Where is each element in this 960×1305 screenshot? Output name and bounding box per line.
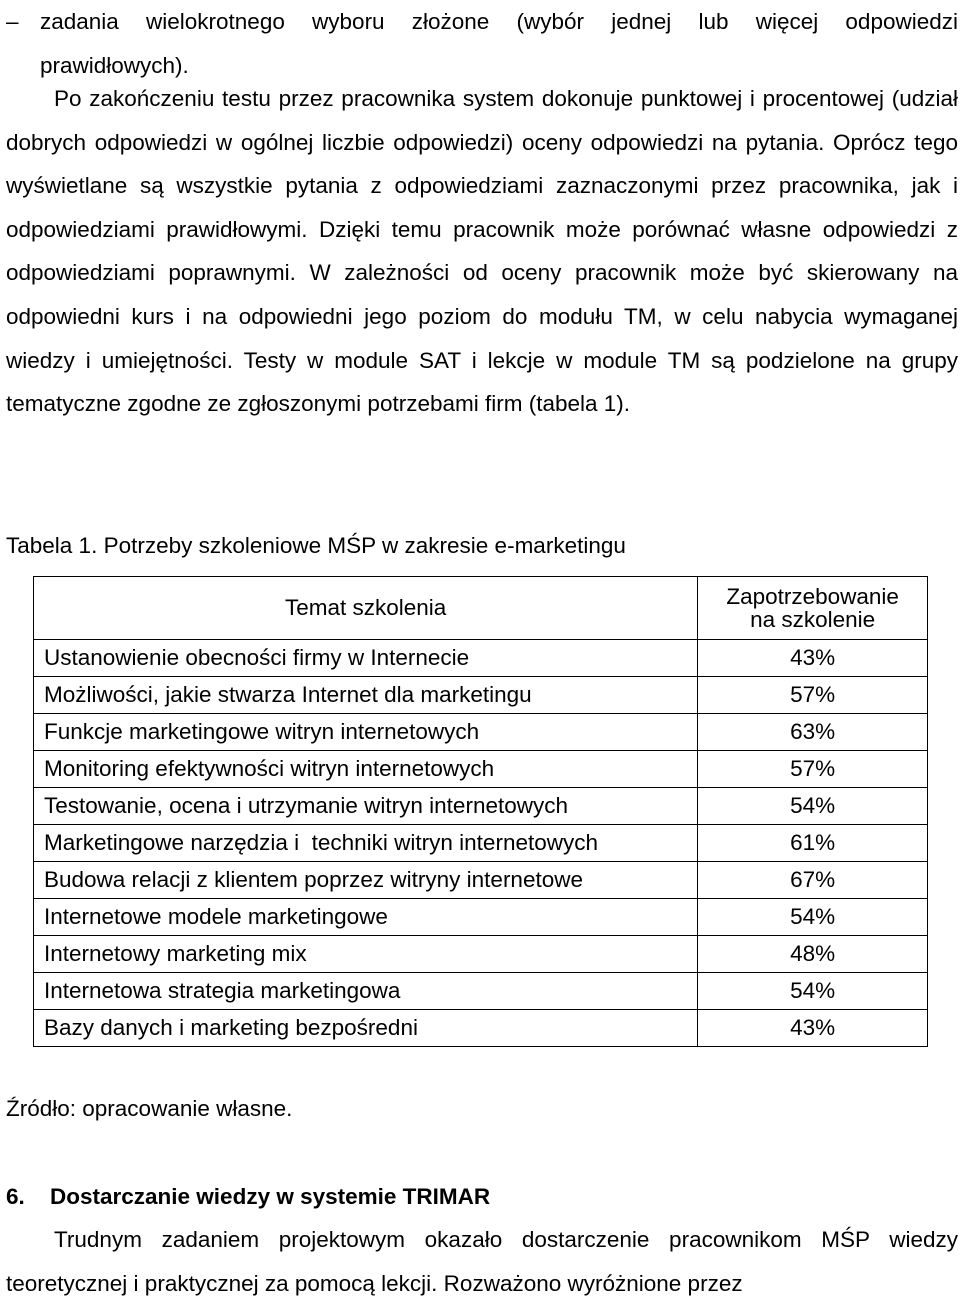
table-source-note: Źródło: opracowanie własne. (6, 1096, 293, 1121)
table-row (34, 899, 928, 936)
cell-topic: Internetowa strategia marketingowa (34, 973, 698, 1010)
cell-value: 54% (698, 899, 928, 936)
cell-topic: Ustanowienie obecności firmy w Internecie (34, 640, 698, 677)
cell-topic: Internetowy marketing mix (34, 936, 698, 973)
cell-value: 63% (698, 714, 928, 751)
header-need-line-2: na szkolenie (750, 607, 876, 632)
section-number: 6. (6, 1184, 25, 1209)
header-need (698, 577, 928, 640)
body-paragraph-1: Po zakończeniu testu przez pracownika system dokonuje punktowej i procentowej (udział dobrych odpowiedzi w ogólnej liczbie odpowiedzi) oceny odpowiedzi na pytania. Oprócz tego wyświetlane są wszystkie pytania z odpowiedziami zaznaczonymi przez pracownika, jak i odpowiedziami prawidłowymi. Dzięki temu pracownik może porównać własne odpowiedzi z odpowiedziami poprawnymi. W zależności od oceny pracownik może być skierowany na odpowiedni kurs i na odpowiedni jego poziom do modułu TM, w celu nabycia wymaganej wiedzy i umiejętności. Testy w module SAT i lekcje w module TM są podzielone na grupy tematyczne zgodne ze zgłoszonymi potrzebami firm (tabela 1). (6, 86, 958, 417)
table-row (34, 936, 928, 973)
cell-topic: Testowanie, ocena i utrzymanie witryn internetowych (34, 788, 698, 825)
cell-topic: Funkcje marketingowe witryn internetowych (34, 714, 698, 751)
cell-topic: Monitoring efektywności witryn internetowych (34, 751, 698, 788)
table-row (34, 1010, 928, 1047)
cell-topic: Bazy danych i marketing bezpośredni (34, 1010, 698, 1047)
section-title: Dostarczanie wiedzy w systemie TRIMAR (50, 1184, 491, 1209)
table-row (34, 862, 928, 899)
body-paragraph-2: Trudnym zadaniem projektowym okazało dostarczenie pracownikom MŚP wiedzy teoretycznej i praktycznej za pomocą lekcji. Rozważono wyróżnione przez (6, 1227, 958, 1296)
cell-value: 57% (698, 751, 928, 788)
header-topic: Temat szkolenia (34, 577, 698, 640)
cell-value: 43% (698, 1010, 928, 1047)
cell-value: 54% (698, 788, 928, 825)
cell-topic: Internetowe modele marketingowe (34, 899, 698, 936)
bullet-dash: – (6, 9, 19, 34)
bullet-list-item (6, 0, 958, 87)
table-row (34, 714, 928, 751)
cell-value: 43% (698, 640, 928, 677)
table-row (34, 788, 928, 825)
bullet-text-line-2: prawidłowych). (40, 52, 189, 78)
table-row (34, 640, 928, 677)
table-row (34, 825, 928, 862)
cell-topic: Możliwości, jakie stwarza Internet dla marketingu (34, 677, 698, 714)
cell-topic: Marketingowe narzędzia i techniki witryn internetowych (34, 825, 698, 862)
cell-value: 57% (698, 677, 928, 714)
table-caption: Tabela 1. Potrzeby szkoleniowe MŚP w zakresie e-marketingu (6, 533, 626, 558)
table-row (34, 973, 928, 1010)
training-needs-table (33, 576, 928, 1047)
table-header-row (34, 577, 928, 640)
table-row (34, 751, 928, 788)
section-heading (6, 1180, 490, 1214)
bullet-text-line-1: zadania wielokrotnego wyboru złożone (wybór jednej lub więcej odpowiedzi (40, 9, 958, 34)
cell-topic: Budowa relacji z klientem poprzez witryny internetowe (34, 862, 698, 899)
cell-value: 67% (698, 862, 928, 899)
cell-value: 61% (698, 825, 928, 862)
header-need-line-1: Zapotrzebowanie (726, 584, 899, 609)
cell-value: 54% (698, 973, 928, 1010)
cell-value: 48% (698, 936, 928, 973)
table-row (34, 677, 928, 714)
